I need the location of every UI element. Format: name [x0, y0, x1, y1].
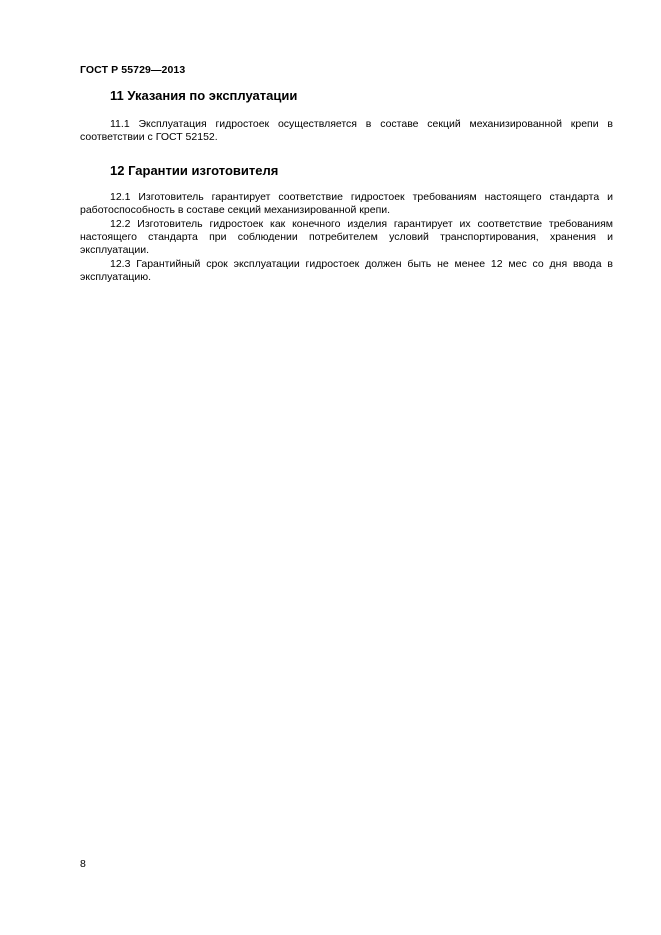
- spacer: [80, 181, 613, 191]
- page-number: 8: [80, 858, 86, 870]
- document-code: ГОСТ Р 55729—2013: [80, 64, 186, 76]
- paragraph-12-1: 12.1 Изготовитель гарантирует соответствие гидростоек требованиям настоящего стандарта и работоспособность в составе секций механизированной крепи.: [80, 190, 613, 217]
- spacer: [80, 145, 613, 161]
- section-title-warranty: 12 Гарантии изготовителя: [110, 162, 279, 178]
- paragraph-12-2: 12.2 Изготовитель гидростоек как конечного изделия гарантирует их соответствие требованиям настоящего стандарта при соблюдении потребителем условий транспортирования, хранения и эксплуатации.: [80, 217, 613, 257]
- paragraph-11-1: 11.1 Эксплуатация гидростоек осуществляется в составе секций механизированной крепи в соответствии с ГОСТ 52152.: [80, 118, 613, 144]
- paragraph-12-3: 12.3 Гарантийный срок эксплуатации гидростоек должен быть не менее 12 мес со дня ввода в эксплуатацию.: [80, 257, 613, 284]
- document-body: [80, 86, 613, 285]
- section-title-operation: 11 Указания по эксплуатации: [110, 88, 298, 103]
- spacer: [80, 106, 613, 118]
